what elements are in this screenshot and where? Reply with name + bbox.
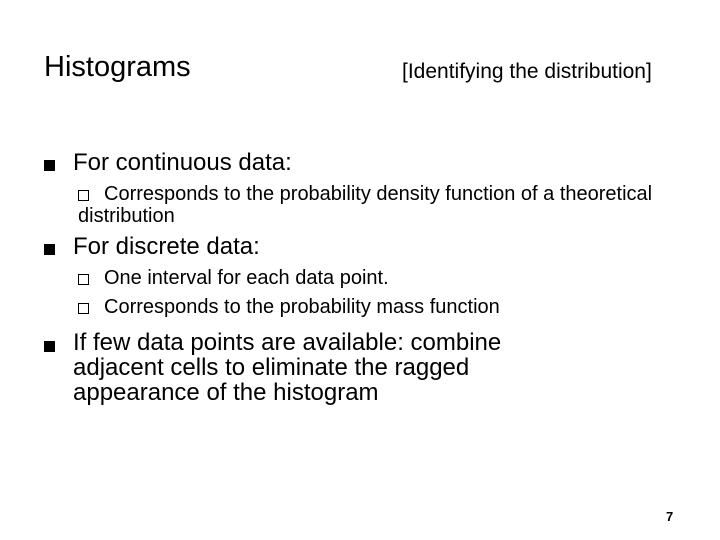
bullet-discrete-data: For discrete data: <box>73 233 260 260</box>
slide-subtitle: [Identifying the distribution] <box>402 60 652 83</box>
sub-bullet-density-function: Corresponds to the probability density function of a theoretical distribution <box>78 183 653 227</box>
bullet-continuous-data: For continuous data: <box>73 149 292 176</box>
sub-bullet-mass-function: Corresponds to the probability mass function <box>104 296 500 318</box>
sub-bullet-interval: One interval for each data point. <box>104 267 389 289</box>
slide-title: Histograms <box>44 51 191 83</box>
bullet-square-icon <box>44 160 55 171</box>
bullet-few-data-points: If few data points are available: combine adjacent cells to eliminate the ragged appearance of the histogram <box>73 329 502 406</box>
bullet-square-icon <box>44 244 55 255</box>
page-number: 7 <box>666 509 674 524</box>
bullet-square-icon <box>44 341 55 352</box>
